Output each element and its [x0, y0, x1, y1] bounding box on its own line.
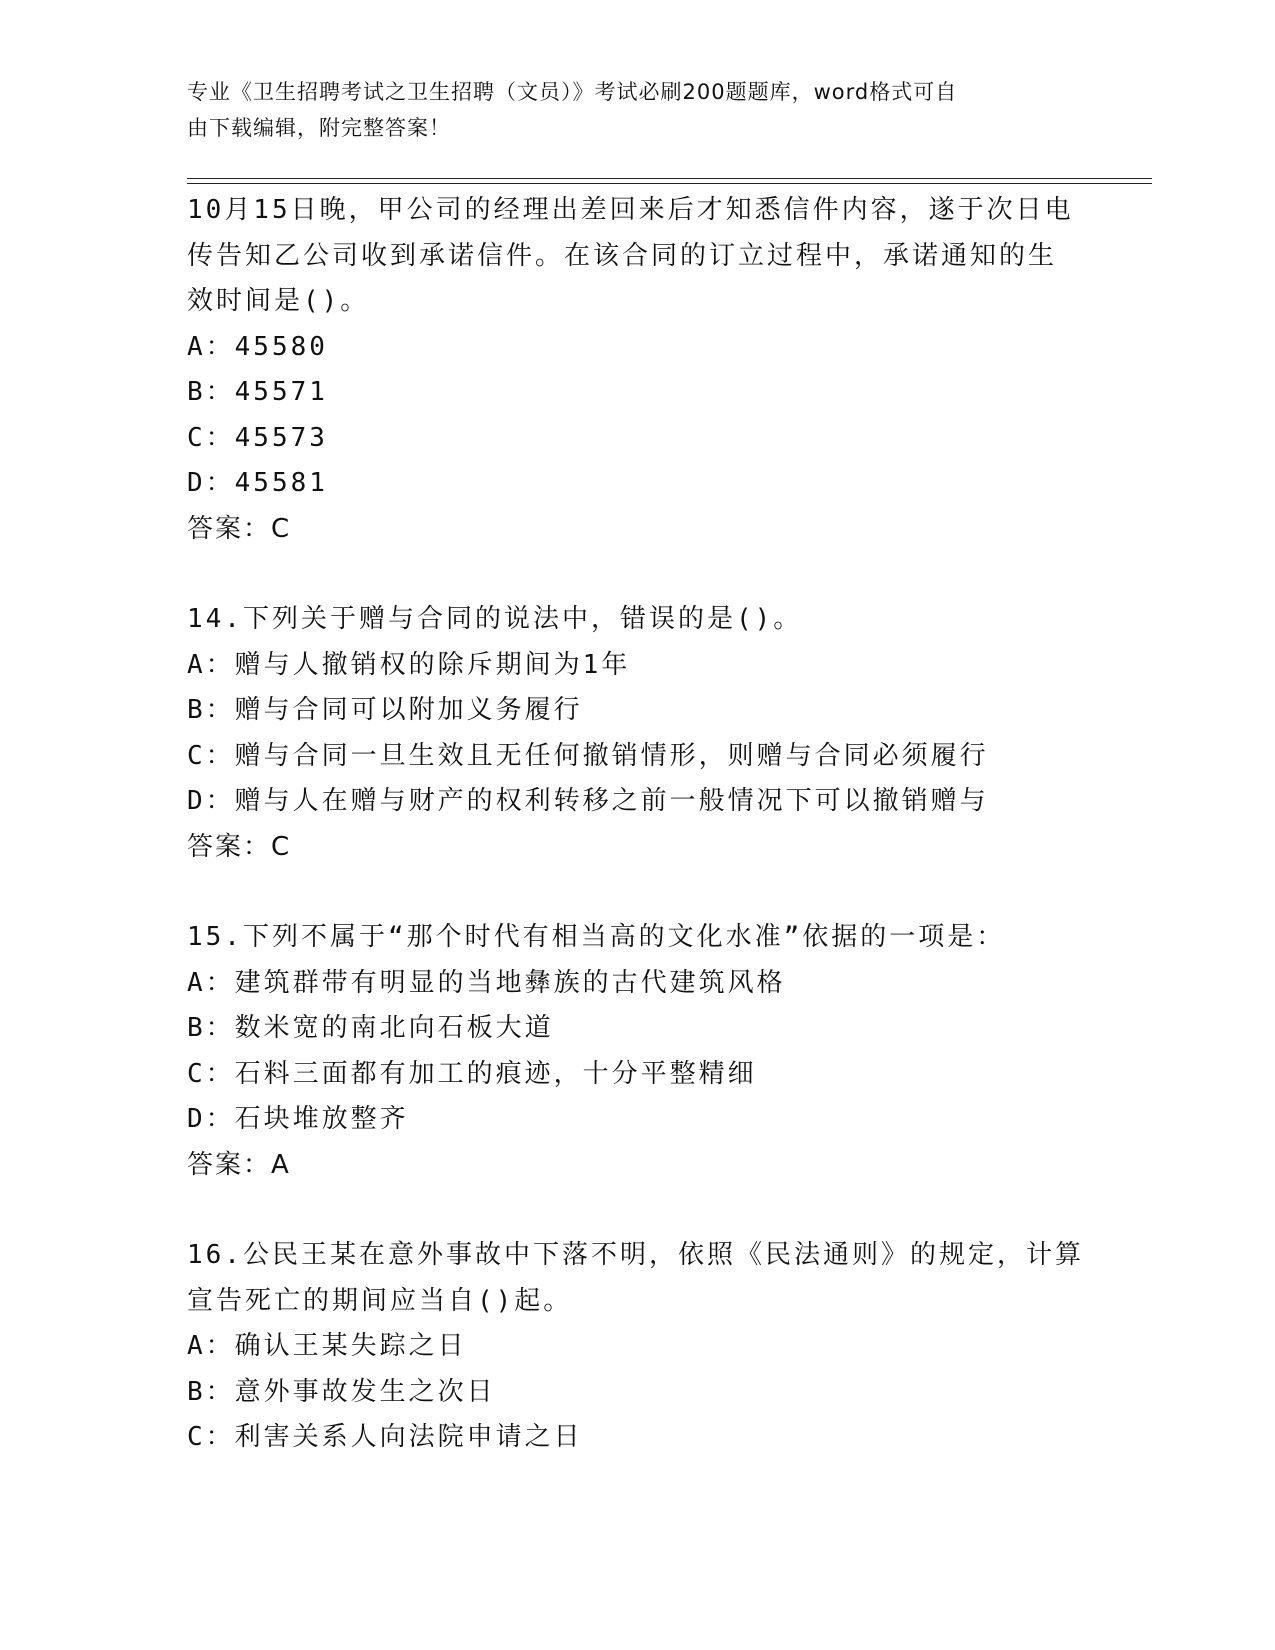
option-d: D：赠与人在赠与财产的权利转移之前一般情况下可以撤销赠与 — [187, 786, 989, 816]
question-14 — [187, 597, 1087, 870]
question-stem-line: 效时间是()。 — [187, 286, 370, 316]
header-divider-top — [187, 178, 1152, 179]
option-a: A：45580 — [187, 331, 328, 362]
option-c: C：45573 — [187, 422, 328, 453]
option-d: D：石块堆放整齐 — [187, 1104, 409, 1134]
option-a: A：赠与人撤销权的除斥期间为1年 — [187, 649, 631, 680]
option-c: C：利害关系人向法院申请之日 — [187, 1422, 583, 1452]
question-stem-line: 宣告死亡的期间应当自()起。 — [187, 1285, 573, 1316]
option-a: A：建筑群带有明显的当地彝族的古代建筑风格 — [187, 967, 786, 998]
answer: 答案：C — [187, 831, 292, 862]
header-line-1: 专业《卫生招聘考试之卫生招聘（文员）》考试必刷200题题库，word格式可自 — [187, 80, 958, 104]
option-b: B：数米宽的南北向石板大道 — [187, 1013, 554, 1043]
answer: 答案：A — [187, 1149, 291, 1180]
question-stem-line: 14.下列关于赠与合同的说法中，错误的是()。 — [187, 604, 803, 634]
document-header — [187, 74, 1067, 146]
answer: 答案：C — [187, 513, 292, 544]
option-d: D：45581 — [187, 468, 328, 498]
header-divider-bottom — [187, 183, 1152, 184]
question-13 — [187, 188, 1087, 552]
question-stem-line: 15.下列不属于“那个时代有相当高的文化水准”依据的一项是： — [187, 922, 1006, 952]
option-a: A：确认王某失踪之日 — [187, 1331, 467, 1361]
option-c: C：石料三面都有加工的痕迹，十分平整精细 — [187, 1058, 757, 1089]
question-15 — [187, 915, 1087, 1188]
question-16 — [187, 1233, 1087, 1461]
question-stem-line: 10月15日晚，甲公司的经理出差回来后才知悉信件内容，遂于次日电 — [187, 195, 1074, 225]
header-line-2: 由下载编辑，附完整答案！ — [187, 116, 451, 140]
question-stem-line: 16.公民王某在意外事故中下落不明，依照《民法通则》的规定，计算 — [187, 1240, 1084, 1270]
question-stem-line: 传告知乙公司收到承诺信件。在该合同的订立过程中，承诺通知的生 — [187, 240, 1058, 271]
option-b: B：45571 — [187, 377, 328, 407]
option-c: C：赠与合同一旦生效且无任何撤销情形，则赠与合同必须履行 — [187, 740, 989, 771]
option-b: B：意外事故发生之次日 — [187, 1376, 496, 1407]
option-b: B：赠与合同可以附加义务履行 — [187, 695, 583, 725]
